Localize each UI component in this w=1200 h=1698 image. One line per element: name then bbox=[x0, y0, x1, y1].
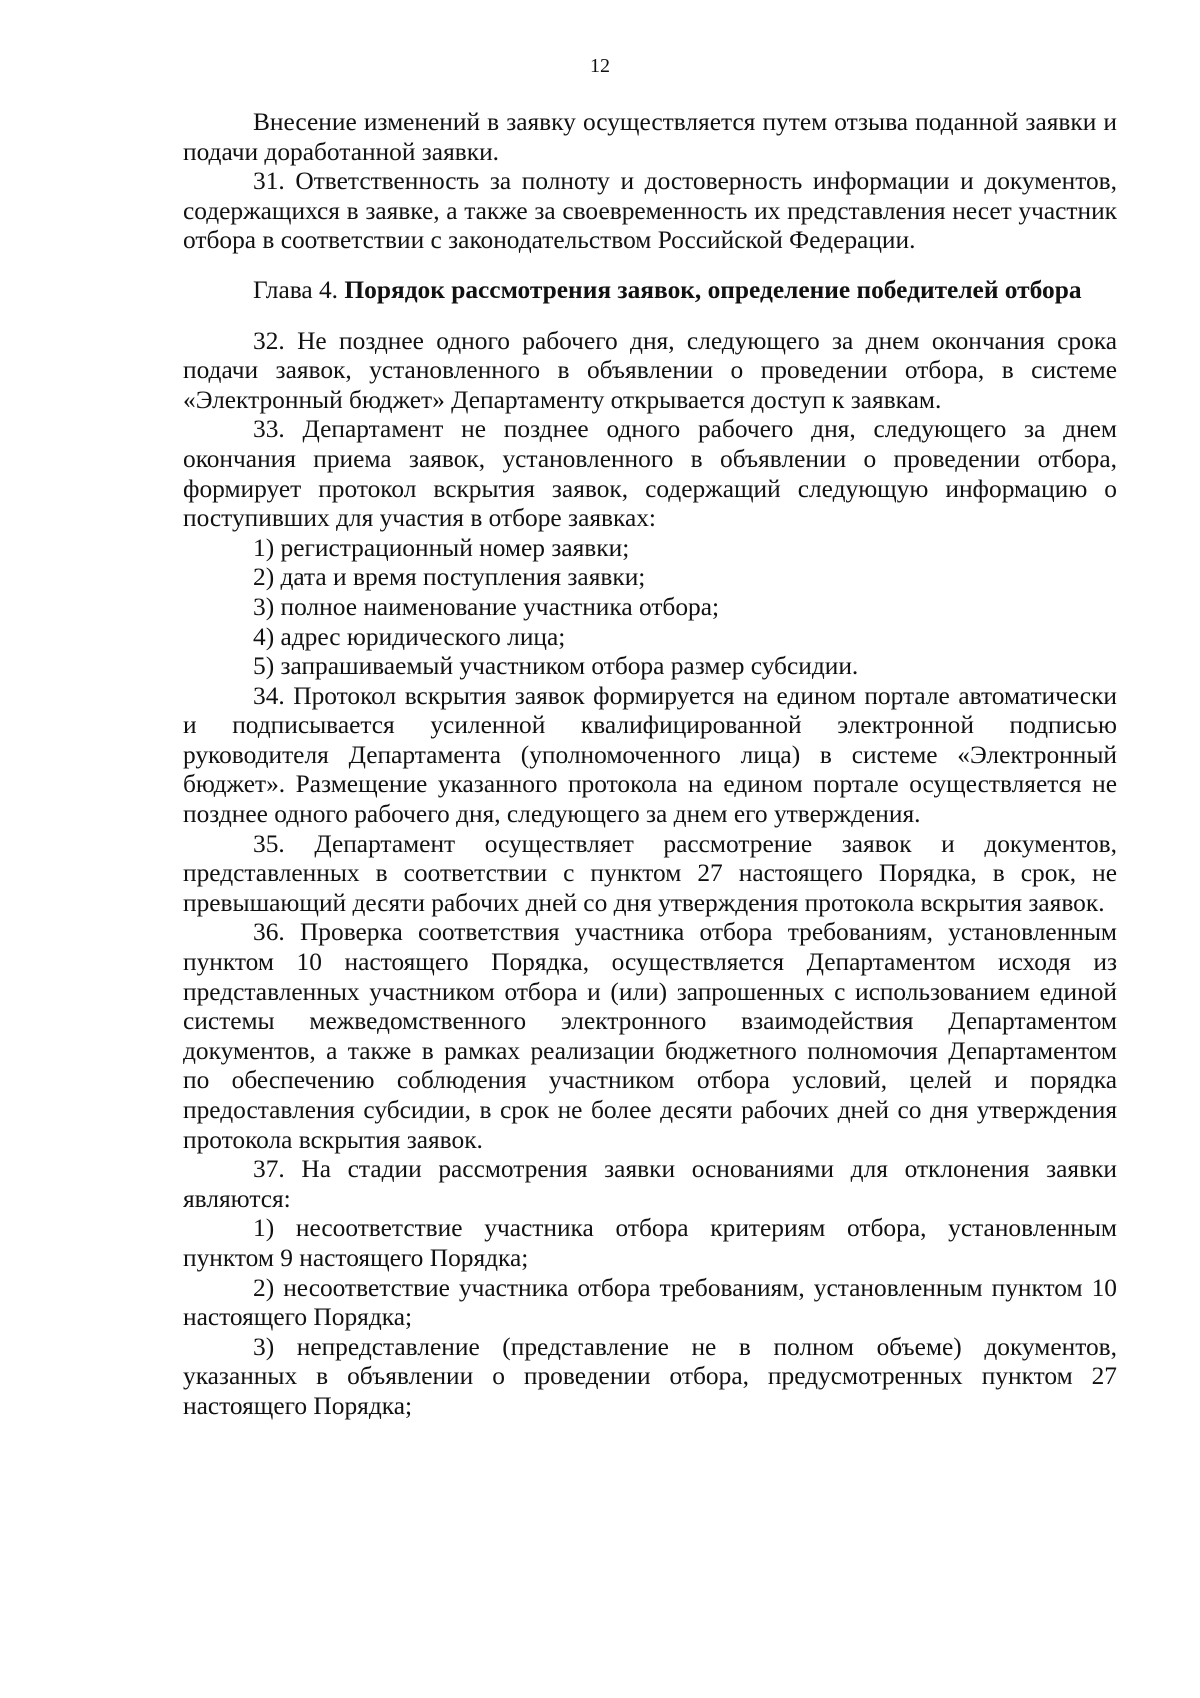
list-item: 3) непредставление (представление не в полном объеме) документов, указанных в объявлении о проведении отбора, предусмотренных пунктом 27 настоящего Порядка; bbox=[183, 1332, 1117, 1420]
page-number: 12 bbox=[590, 55, 610, 77]
chapter-label: Глава 4. bbox=[253, 275, 339, 304]
paragraph-32: 32. Не позднее одного рабочего дня, следующего за днем окончания срока подачи заявок, установленного в объявлении о проведении отбора, в системе «Электронный бюджет» Департаменту открывается доступ к заявкам. bbox=[183, 326, 1117, 414]
document-body bbox=[183, 108, 1117, 1422]
paragraph: Внесение изменений в заявку осуществляется путем отзыва поданной заявки и подачи доработанной заявки. bbox=[183, 108, 1117, 166]
paragraph-36: 36. Проверка соответствия участника отбора требованиям, установленным пунктом 10 настоящего Порядка, осуществляется Департаментом исходя из представленных участником отбора и (или) запрошенных с использованием единой системы межведомственного электронного взаимодействия Департаментом документов, а также в рамках реализации бюджетного полномочия Департаментом по обеспечению соблюдения участником отбора условий, целей и порядка предоставления субсидии, в срок не более десяти рабочих дней со дня утверждения протокола вскрытия заявок. bbox=[183, 918, 1117, 1154]
paragraph-37: 37. На стадии рассмотрения заявки основаниями для отклонения заявки являются: bbox=[183, 1155, 1117, 1213]
list-item: 4) адрес юридического лица; bbox=[253, 622, 566, 651]
paragraph-34: 34. Протокол вскрытия заявок формируется на едином портале автоматически и подписывается усиленной квалифицированной электронной подписью руководителя Департамента (уполномоченного лица) в системе «Электронный бюджет». Размещение указанного протокола на едином портале осуществляется не позднее одного рабочего дня, следующего за днем его утверждения. bbox=[183, 681, 1117, 829]
chapter-heading bbox=[183, 276, 1117, 306]
list-item: 1) несоответствие участника отбора критериям отбора, установленным пунктом 9 настоящего Порядка; bbox=[183, 1214, 1117, 1272]
list-item: 5) запрашиваемый участником отбора размер субсидии. bbox=[253, 652, 859, 681]
list-item: 3) полное наименование участника отбора; bbox=[253, 592, 720, 621]
list-item: 2) несоответствие участника отбора требованиям, установленным пунктом 10 настоящего Порядка; bbox=[183, 1273, 1117, 1332]
paragraph-33: 33. Департамент не позднее одного рабочего дня, следующего за днем окончания приема заявок, установленного в объявлении о проведении отбора, формирует протокол вскрытия заявок, содержащий следующую информацию о поступивших для участия в отборе заявках: bbox=[183, 415, 1117, 533]
chapter-title: Порядок рассмотрения заявок, определение победителей отбора bbox=[344, 275, 1082, 304]
list-item: 2) дата и время поступления заявки; bbox=[253, 563, 646, 592]
paragraph-31: 31. Ответственность за полноту и достоверность информации и документов, содержащихся в заявке, а также за своевременность их представления несет участник отбора в соответствии с законодательством Российской Федерации. bbox=[183, 167, 1117, 255]
paragraph-35: 35. Департамент осуществляет рассмотрение заявок и документов, представленных в соответствии с пунктом 27 настоящего Порядка, в срок, не превышающий десяти рабочих дней со дня утверждения протокола вскрытия заявок. bbox=[183, 829, 1117, 917]
list-item: 1) регистрационный номер заявки; bbox=[253, 533, 630, 562]
